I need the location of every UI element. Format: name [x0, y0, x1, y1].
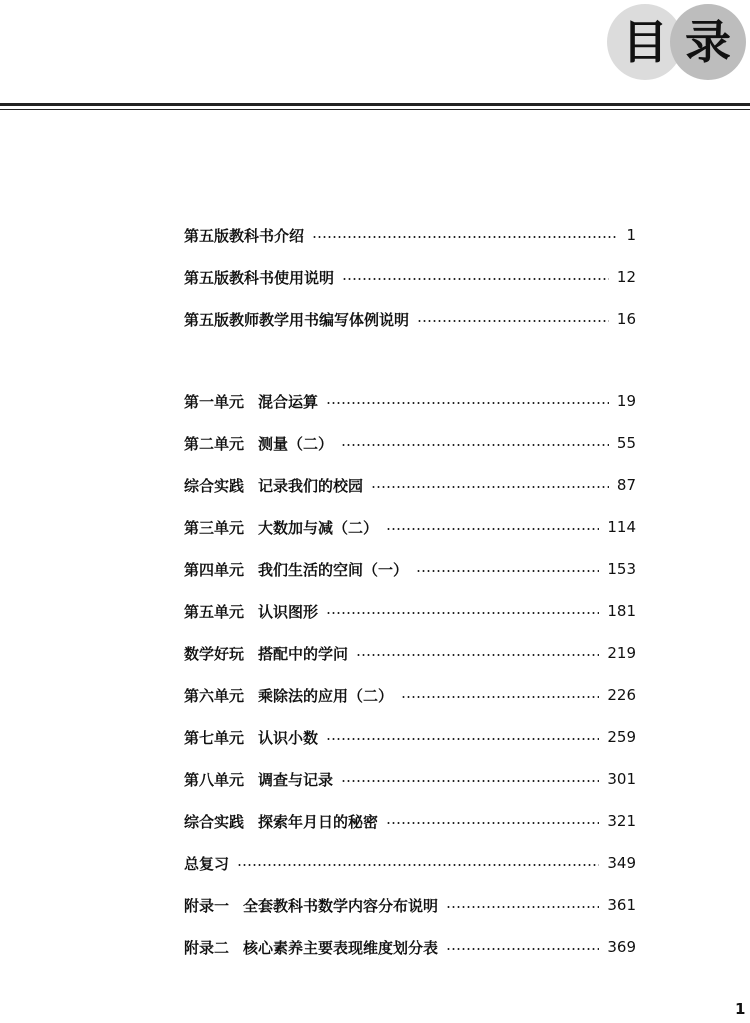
toc-entry-page: 369 [607, 938, 636, 956]
toc-entry-page: 361 [607, 896, 636, 914]
toc-entry-section: 第五单元 [184, 602, 245, 621]
toc-entry-title: 调查与记录 [258, 770, 334, 789]
toc-entry[interactable] [184, 590, 636, 632]
dot-leader [326, 612, 599, 614]
toc-entry-section: 第六单元 [184, 686, 245, 705]
toc-entry[interactable] [184, 632, 636, 674]
toc-entry-page: 259 [607, 728, 636, 746]
toc-entry-section: 第一单元 [184, 392, 245, 411]
toc-entry-title: 核心素养主要表现维度划分表 [243, 938, 439, 957]
dot-leader [446, 948, 599, 950]
toc-entry-title: 记录我们的校园 [258, 476, 364, 495]
toc-entry[interactable] [184, 800, 636, 842]
dot-leader [341, 444, 609, 446]
dot-leader [386, 822, 599, 824]
toc-entry[interactable] [184, 256, 636, 298]
toc-entry-section: 综合实践 [184, 812, 245, 831]
toc-entry-page: 1 [626, 226, 636, 244]
toc-entry-page: 114 [607, 518, 636, 536]
toc-entry-page: 219 [607, 644, 636, 662]
header-rule-thick [0, 103, 750, 106]
toc-entry-title: 混合运算 [258, 392, 319, 411]
dot-leader [341, 780, 599, 782]
page-number: 1 [735, 1000, 746, 1018]
toc-entry-section: 第四单元 [184, 560, 245, 579]
dot-leader [342, 278, 609, 280]
toc-entry-section: 第三单元 [184, 518, 245, 537]
toc-entry[interactable] [184, 548, 636, 590]
toc-entry-title: 搭配中的学问 [258, 644, 349, 663]
toc-entry-page: 301 [607, 770, 636, 788]
toc-units-list [184, 380, 636, 968]
dot-leader [326, 402, 609, 404]
toc-entry-section: 附录一 [184, 896, 230, 915]
toc-entry-section: 总复习 [184, 854, 230, 873]
toc-entry[interactable] [184, 758, 636, 800]
toc-entry-page: 226 [607, 686, 636, 704]
toc-entry-title: 乘除法的应用（二） [258, 686, 394, 705]
toc-entry[interactable] [184, 674, 636, 716]
toc-entry-title: 认识小数 [258, 728, 319, 747]
toc-entry[interactable] [184, 464, 636, 506]
toc-entry[interactable] [184, 926, 636, 968]
toc-entry-page: 153 [607, 560, 636, 578]
toc-intro-list [184, 214, 636, 340]
dot-leader [371, 486, 609, 488]
dot-leader [446, 906, 599, 908]
dot-leader [401, 696, 599, 698]
toc-entry-page: 349 [607, 854, 636, 872]
toc-entry-section: 数学好玩 [184, 644, 245, 663]
toc-entry[interactable] [184, 380, 636, 422]
toc-entry-title: 测量（二） [258, 434, 334, 453]
page-title-char-1: 目 [622, 15, 668, 69]
toc-entry[interactable] [184, 842, 636, 884]
toc-entry-title: 大数加与减（二） [258, 518, 379, 537]
toc-entry-label: 第五版教科书介绍 [184, 226, 305, 245]
header-rule-thin [0, 109, 750, 110]
toc-entry-page: 19 [616, 392, 636, 410]
toc-entry[interactable] [184, 716, 636, 758]
toc-entry-title: 全套教科书数学内容分布说明 [243, 896, 439, 915]
toc-entry-page: 55 [616, 434, 636, 452]
toc-entry-title: 探索年月日的秘密 [258, 812, 379, 831]
dot-leader [237, 864, 599, 866]
toc-entry-section: 第八单元 [184, 770, 245, 789]
toc-entry-page: 87 [616, 476, 636, 494]
dot-leader [416, 570, 599, 572]
toc-entry-label: 第五版教师教学用书编写体例说明 [184, 310, 410, 329]
dot-leader [312, 236, 618, 238]
dot-leader [386, 528, 599, 530]
dot-leader [417, 320, 609, 322]
toc-entry-page: 181 [607, 602, 636, 620]
toc-entry-title: 我们生活的空间（一） [258, 560, 409, 579]
toc-entry[interactable] [184, 298, 636, 340]
toc-entry[interactable] [184, 214, 636, 256]
dot-leader [356, 654, 599, 656]
toc-entry-label: 第五版教科书使用说明 [184, 268, 335, 287]
toc-entry-page: 16 [616, 310, 636, 328]
dot-leader [326, 738, 599, 740]
toc-entry-page: 12 [616, 268, 636, 286]
toc-entry[interactable] [184, 884, 636, 926]
toc-entry-section: 第二单元 [184, 434, 245, 453]
toc-entry-title: 认识图形 [258, 602, 319, 621]
toc-entry[interactable] [184, 422, 636, 464]
toc-entry-section: 综合实践 [184, 476, 245, 495]
page-title-char-2: 录 [685, 15, 731, 69]
toc-entry-page: 321 [607, 812, 636, 830]
toc-entry[interactable] [184, 506, 636, 548]
toc-entry-section: 第七单元 [184, 728, 245, 747]
toc-entry-section: 附录二 [184, 938, 230, 957]
